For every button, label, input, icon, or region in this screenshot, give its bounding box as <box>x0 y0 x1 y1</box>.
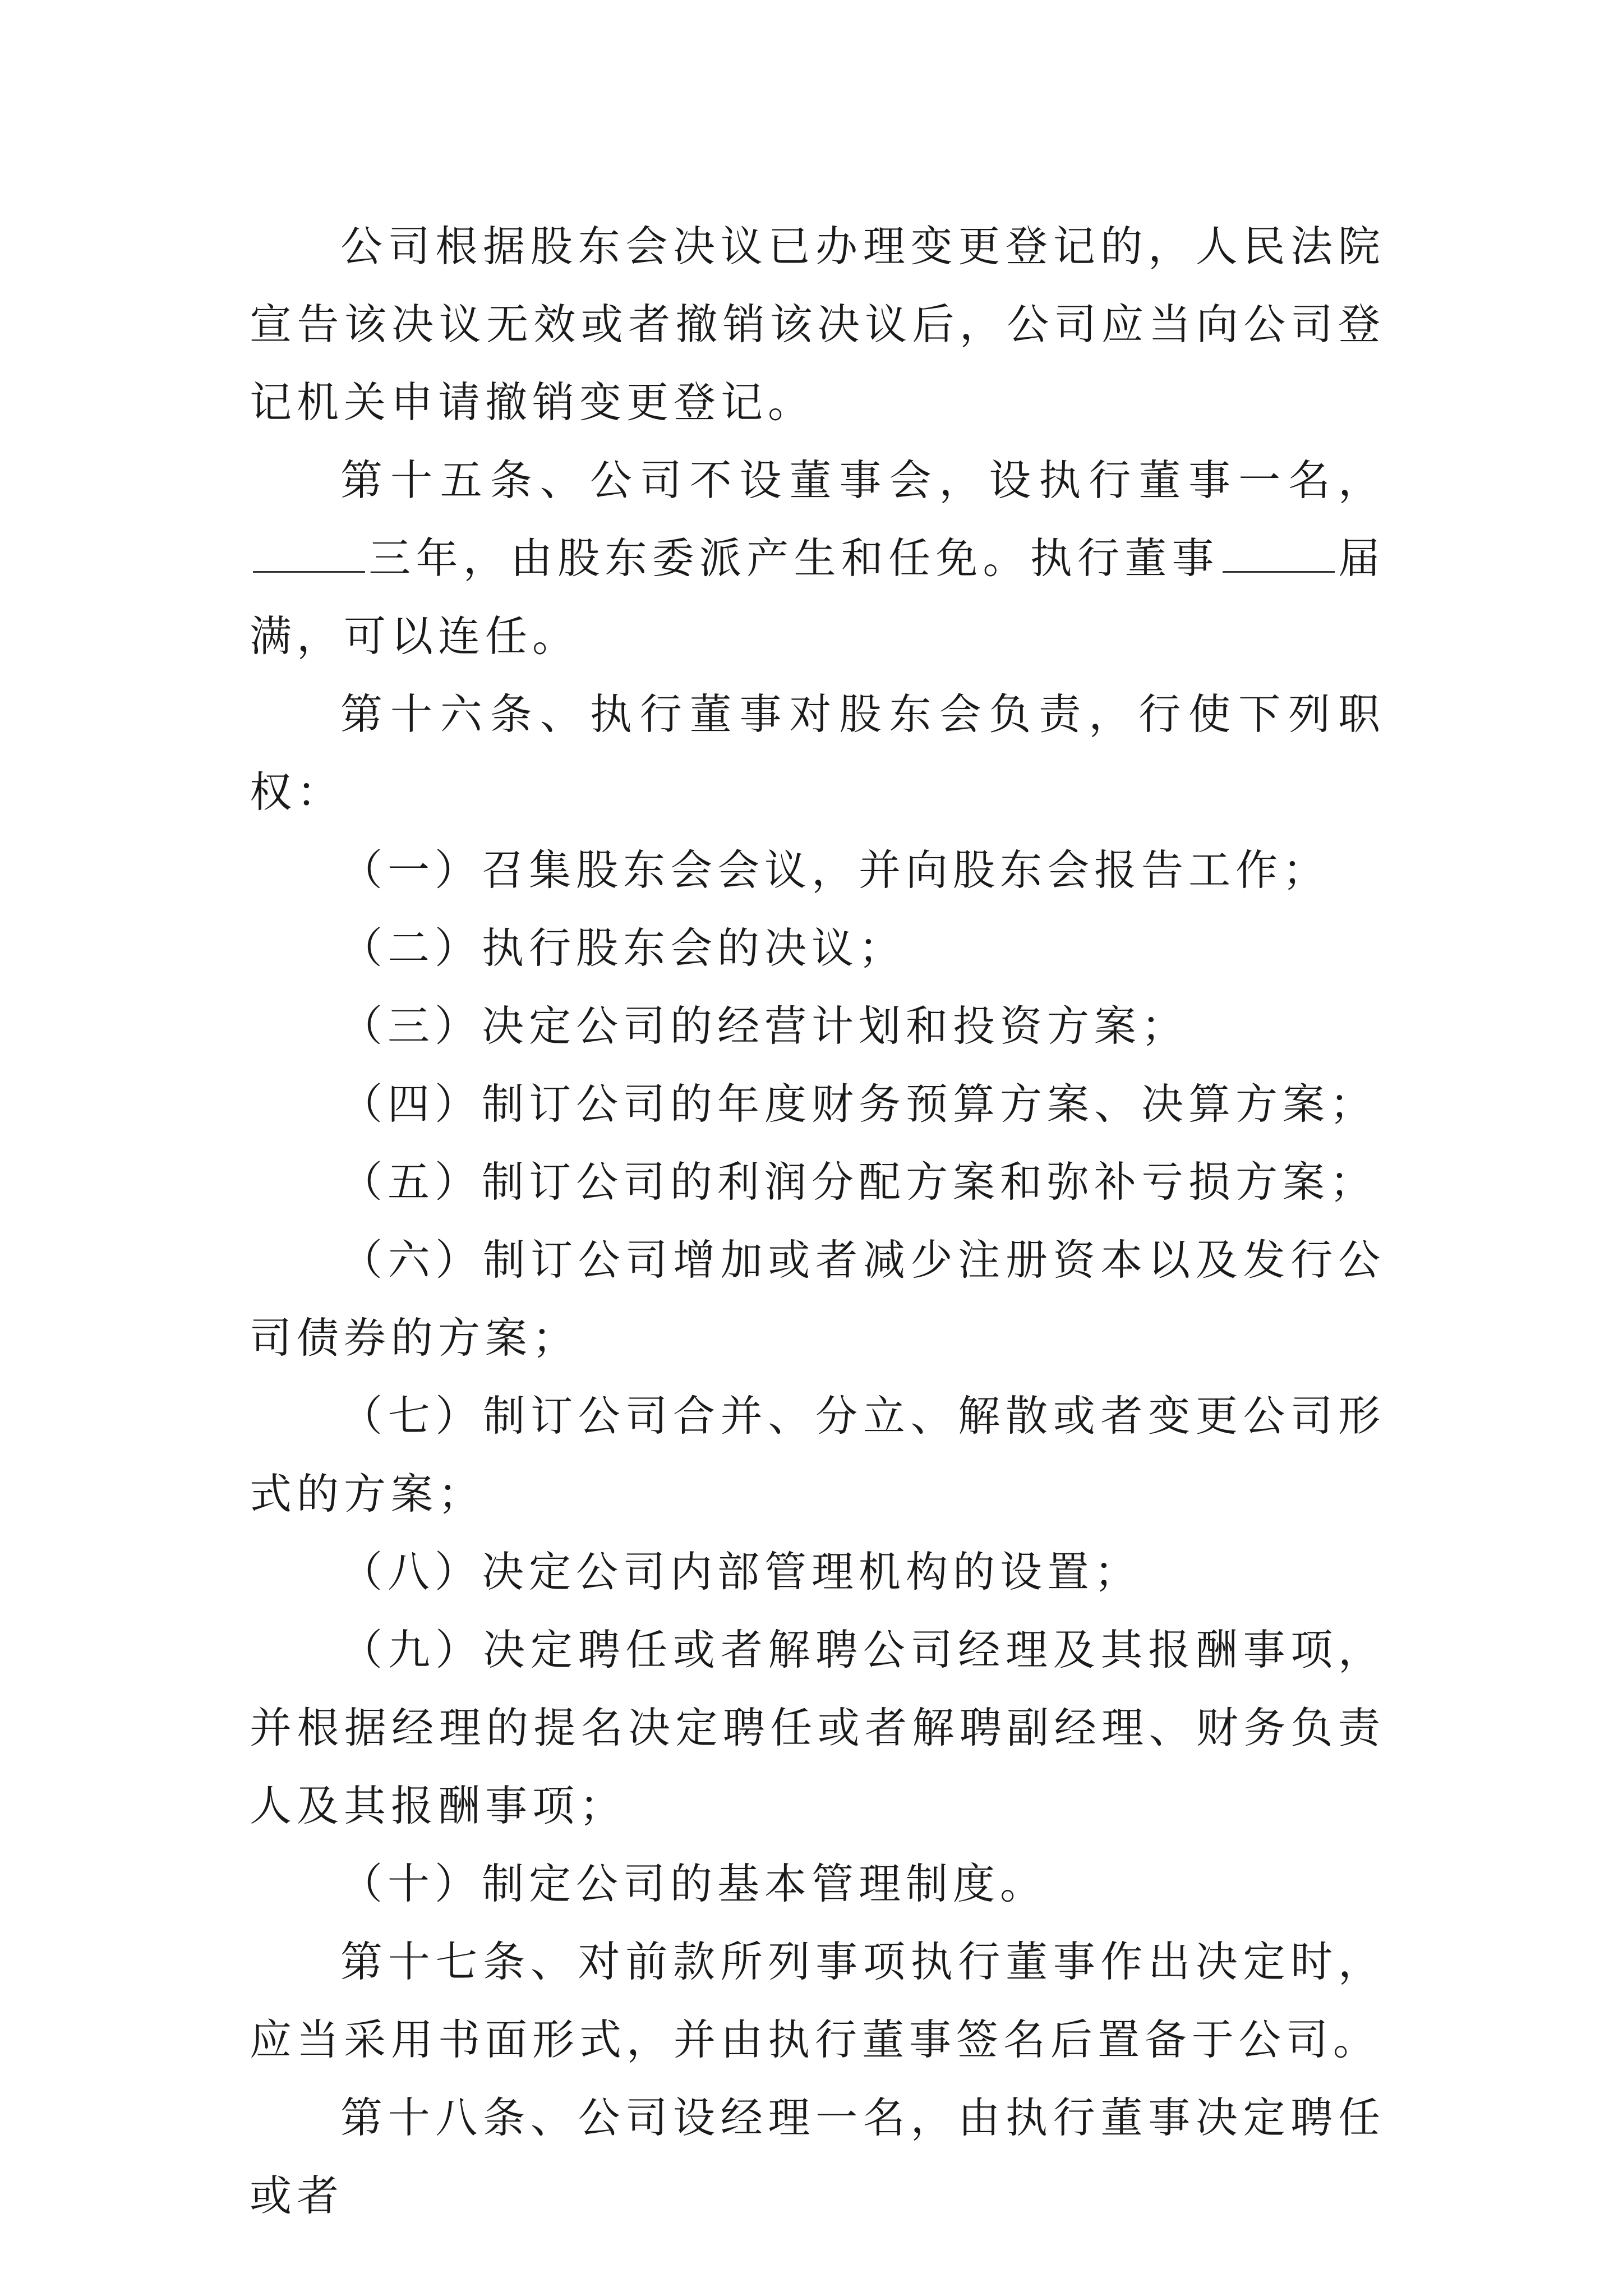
article-15-part1: 第十五条、公司不设董事会，设执行董事一名， <box>340 455 1385 505</box>
article-17: 第十七条、对前款所列事项执行董事作出决定时，应当采用书面形式，并由执行董事签名后置备于公司。 <box>250 1937 1385 2064</box>
blank-field-term <box>253 537 365 573</box>
power-item-1: （一）召集股东会会议，并向股东会报告工作； <box>340 845 1330 895</box>
article-15 <box>250 441 1385 675</box>
article-15-part2: 三年，由股东委派产生和任免。执行董事 <box>368 533 1219 583</box>
power-item-10: （十）制定公司的基本管理制度。 <box>340 1859 1048 1908</box>
article-18: 第十八条、公司设经理一名，由执行董事决定聘任或者 <box>250 2093 1385 2220</box>
power-item-5: （五）制订公司的利润分配方案和弥补亏损方案； <box>340 1157 1377 1207</box>
paragraph-registration-revocation: 公司根据股东会决议已办理变更登记的，人民法院宣告该决议无效或者撤销该决议后，公司应当向公司登记机关申请撤销变更登记。 <box>250 222 1385 427</box>
power-item-7: （七）制订公司合并、分立、解散或者变更公司形式的方案； <box>250 1391 1385 1519</box>
power-item-9: （九）决定聘任或者解聘公司经理及其报酬事项，并根据经理的提名决定聘任或者解聘副经理、财务负责人及其报酬事项； <box>250 1625 1385 1830</box>
power-item-8: （八）决定公司内部管理机构的设置； <box>340 1547 1142 1596</box>
power-item-3: （三）决定公司的经营计划和投资方案； <box>340 1001 1189 1051</box>
power-item-4: （四）制订公司的年度财务预算方案、决算方案； <box>340 1079 1377 1129</box>
document-page <box>250 208 1385 2235</box>
power-item-2: （二）执行股东会的决议； <box>340 923 906 973</box>
article-15-part3: 届满，可以连任。 <box>250 533 1385 661</box>
article-16: 第十六条、执行董事对股东会负责，行使下列职权： <box>250 689 1385 817</box>
power-item-6: （六）制订公司增加或者减少注册资本以及发行公司债券的方案； <box>250 1235 1385 1363</box>
blank-field-tenure <box>1223 537 1335 573</box>
